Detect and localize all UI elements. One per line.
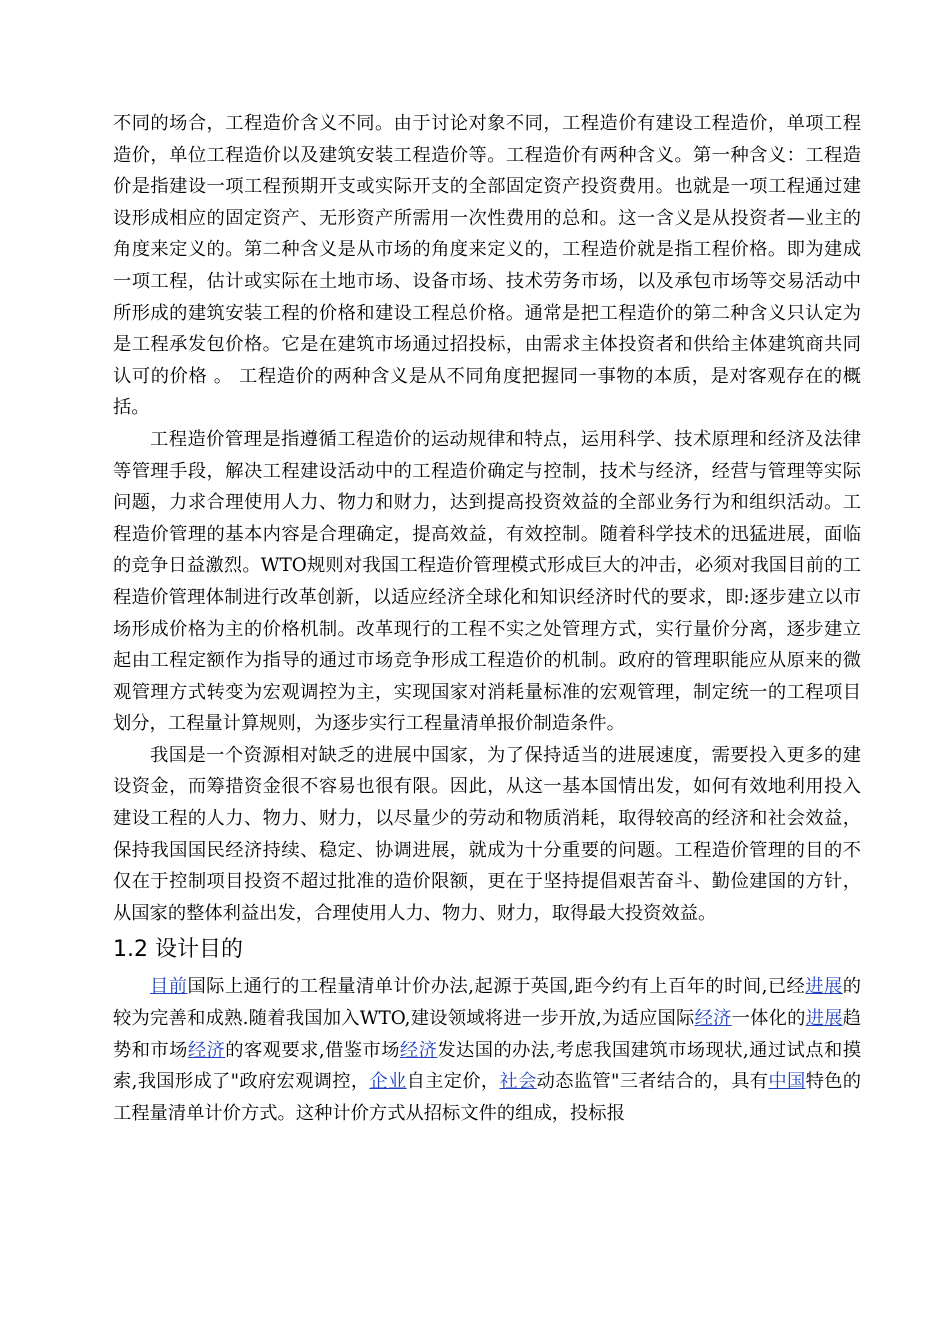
paragraph-2: 工程造价管理是指遵循工程造价的运动规律和特点，运用科学、技术原理和经济及法律等管理手段，解决工程建设活动中的工程造价确定与控制，技术与经济，经营与管理等实际问题，力求合理使用人力、物力和财力，达到提高投资效益的全部业务行为和组织活动。工程造价管理的基本内容是合理确定，提高效益，有效控制。随着科学技术的迅猛进展，面临的竞争日益激烈。WTO规则对我国工程造价管理模式形成巨大的冲击，必须对我国目前的工程造价管理体制进行改革创新，以适应经济全球化和知识经济时代的要求，即:逐步建立以市场形成价格为主的价格机制。改革现行的工程不实之处管理方式，实行量价分离，逐步建立起由工程定额作为指导的通过市场竞争形成工程造价的机制。政府的管理职能应从原来的微观管理方式转变为宏观调控为主，实现国家对消耗量标准的宏观管理，制定统一的工程项目划分，工程量计算规则，为逐步实行工程量清单报价制造条件。	[113, 428, 861, 735]
section-heading: 1.2 设计目的	[113, 937, 243, 963]
text-segment: 的较为完善和成熟.随着我国加入WTO,建设领域将进一步开放,为适应国际	[113, 976, 862, 1030]
link-jin-zhan-2[interactable]: 进展	[805, 1008, 843, 1030]
link-zhong-guo[interactable]: 中国	[768, 1071, 806, 1093]
link-mu-qian[interactable]: 目前	[150, 976, 188, 998]
text-segment: 一体化的	[731, 1008, 806, 1030]
link-jing-ji-2[interactable]: 经济	[187, 1039, 226, 1061]
link-she-hui[interactable]: 社会	[499, 1071, 537, 1093]
link-jing-ji[interactable]: 经济	[694, 1008, 732, 1030]
text-segment: 特色的工程量清单计价方式。这种计价方式从招标文件的组成，投标报	[113, 1071, 862, 1124]
text-segment: 自主定价，	[406, 1071, 500, 1093]
link-jin-zhan[interactable]: 进展	[805, 976, 843, 998]
paragraph-3: 我国是一个资源相对缺乏的进展中国家，为了保持适当的进展速度，需要投入更多的建设资金，而筹措资金很不容易也很有限。因此，从这一基本国情出发，如何有效地利用投入建设工程的人力、物力、财力，以尽量少的劳动和物质消耗，取得较高的经济和社会效益，保持我国国民经济持续、稳定、协调进展，就成为十分重要的问题。工程造价管理的目的不仅在于控制项目投资不超过批准的造价限额，更在于坚持提倡艰苦奋斗、勤俭建国的方针，从国家的整体利益出发，合理使用人力、物力、财力，取得最大投资效益。	[113, 744, 861, 924]
text-segment: 国际上通行的工程量清单计价办法,起源于英国,距今约有上百年的时间,已经	[187, 976, 806, 998]
text-segment: 动态监管"三者结合的，具有	[536, 1071, 769, 1093]
text-segment: 的客观要求,借鉴市场	[225, 1039, 400, 1061]
paragraph-4	[113, 971, 861, 1129]
text-segment: 趋势和市场	[113, 1008, 862, 1061]
text-segment: 发达国的办法,考虑我国建筑市场现状,通过试点和摸索,我国形成了"政府宏观调控，	[113, 1039, 862, 1093]
link-qi-ye[interactable]: 企业	[369, 1071, 407, 1093]
paragraph-1: 不同的场合，工程造价含义不同。由于讨论对象不同，工程造价有建设工程造价，单项工程造价，单位工程造价以及建筑安装工程造价等。工程造价有两种含义。第一种含义：工程造价是指建设一项工程预期开支或实际开支的全部固定资产投资费用。也就是一项工程通过建设形成相应的固定资产、无形资产所需用一次性费用的总和。这一含义是从投资者—业主的角度来定义的。第二种含义是从市场的角度来定义的，工程造价就是指工程价格。即为建成一项工程，估计或实际在土地市场、设备市场、技术劳务市场，以及承包市场等交易活动中所形成的建筑安装工程的价格和建设工程总价格。通常是把工程造价的第二种含义只认定为是工程承发包价格。它是在建筑市场通过招投标，由需求主体投资者和供给主体建筑商共同认可的价格 。 工程造价的两种含义是从不同角度把握同一事物的本质，是对客观存在的概括。	[113, 113, 861, 419]
document-page	[113, 108, 861, 1129]
link-jing-ji-3[interactable]: 经济	[399, 1039, 438, 1061]
